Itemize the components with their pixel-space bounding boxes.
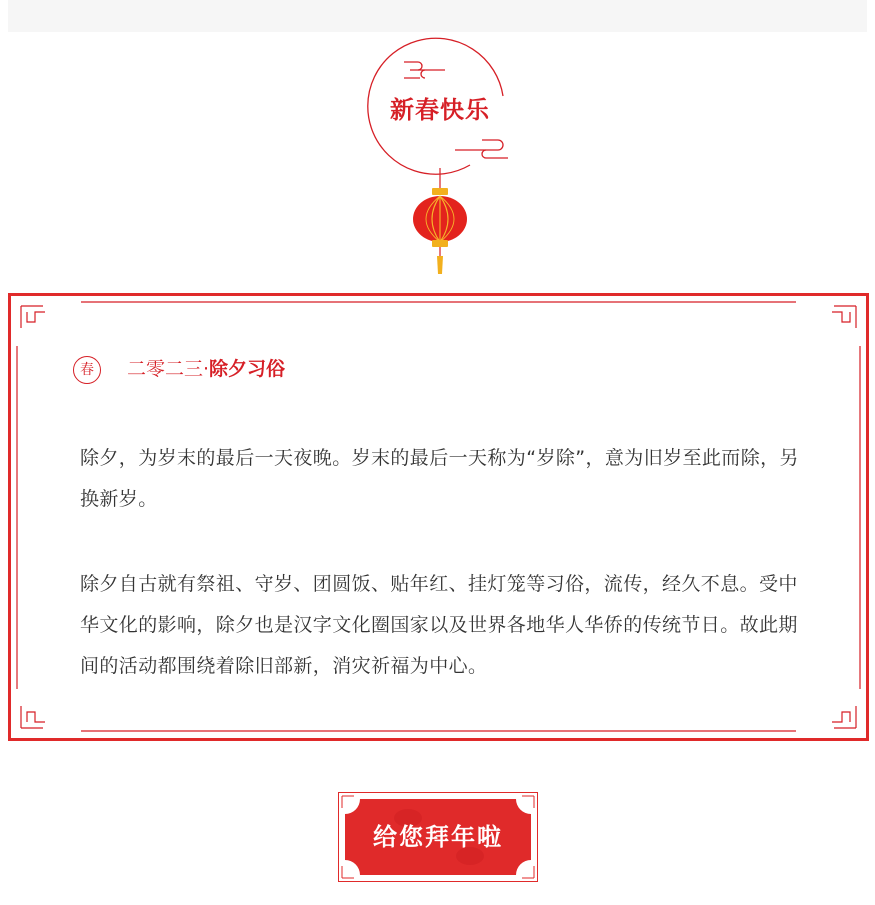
cloud-swirl-icon — [404, 62, 445, 78]
section-title-prefix: 二零二三· — [127, 358, 210, 380]
greeting-button-label: 给您拜年啦 — [373, 823, 503, 851]
corner-ornament-icon — [832, 706, 856, 728]
header-title: 新春快乐 — [390, 96, 490, 124]
red-lantern-icon — [413, 168, 467, 274]
paragraph: 除夕，为岁末的最后一天夜晚。岁末的最后一天称为“岁除”，意为旧岁至此而除，另换新岁。 — [80, 447, 799, 510]
corner-ornament-icon — [21, 306, 45, 328]
section-title-main: 除夕习俗 — [209, 358, 286, 380]
section-badge: 春 — [73, 356, 101, 384]
corner-ornament-icon — [832, 306, 856, 328]
greeting-button[interactable] — [338, 792, 538, 882]
header-decoration — [0, 0, 875, 290]
section-title — [127, 355, 285, 383]
cloud-swirl-icon — [455, 140, 508, 158]
paragraph: 除夕自古就有祭祖、守岁、团圆饭、贴年红、挂灯笼等习俗，流传，经久不息。受中华文化的影响，除夕也是汉字文化圈国家以及世界各地华人华侨的传统节日。故此期间的活动都围绕着除旧部新，消灾祈福为中心。 — [80, 573, 798, 677]
corner-ornament-icon — [21, 706, 45, 728]
